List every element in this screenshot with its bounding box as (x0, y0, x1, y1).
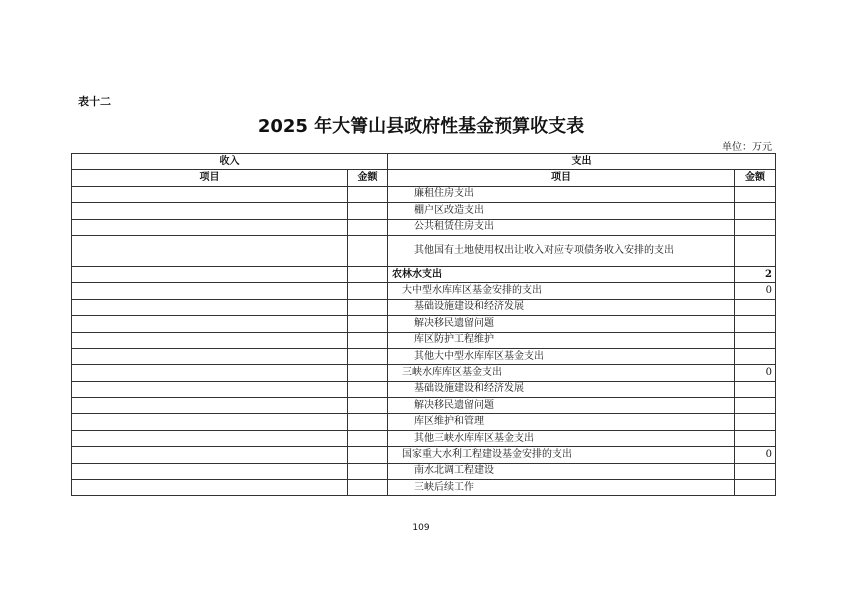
expense-amount-cell (735, 299, 776, 315)
expense-group-header: 支出 (388, 154, 776, 170)
expense-item-cell: 棚户区改造支出 (388, 203, 735, 219)
expense-item-cell: 三峡水库库区基金支出 (388, 365, 735, 381)
expense-amount-cell (735, 348, 776, 364)
expense-amount-cell: 2 (735, 266, 776, 282)
income-item-cell (72, 235, 348, 266)
income-item-cell (72, 316, 348, 332)
expense-item-cell: 三峡后续工作 (388, 480, 735, 496)
expense-amount-cell: 0 (735, 365, 776, 381)
expense-item-cell: 基础设施建设和经济发展 (388, 299, 735, 315)
expense-amount-cell (735, 430, 776, 446)
expense-item-cell: 国家重大水利工程建设基金安排的支出 (388, 447, 735, 463)
table-row (72, 332, 776, 348)
income-item-cell (72, 430, 348, 446)
expense-item-cell: 库区维护和管理 (388, 414, 735, 430)
budget-table (71, 153, 776, 496)
page-title: 2025 年大箐山县政府性基金预算收支表 (257, 116, 585, 137)
table-row (72, 447, 776, 463)
income-item-cell (72, 480, 348, 496)
table-row (72, 480, 776, 496)
table-row (72, 219, 776, 235)
expense-amount-cell (735, 235, 776, 266)
income-item-cell (72, 219, 348, 235)
income-item-header: 项目 (72, 170, 348, 186)
expense-item-cell: 解决移民遗留问题 (388, 398, 735, 414)
expense-item-cell: 库区防护工程维护 (388, 332, 735, 348)
unit-label: 单位：万元 (722, 142, 772, 153)
income-group-header: 收入 (72, 154, 388, 170)
income-amount-cell (348, 203, 388, 219)
expense-item-cell: 大中型水库库区基金安排的支出 (388, 283, 735, 299)
income-item-cell (72, 348, 348, 364)
expense-amount-cell (735, 463, 776, 479)
income-amount-header: 金额 (348, 170, 388, 186)
expense-amount-cell: 0 (735, 447, 776, 463)
income-item-cell (72, 283, 348, 299)
income-amount-cell (348, 283, 388, 299)
income-item-cell (72, 447, 348, 463)
table-row (72, 365, 776, 381)
expense-amount-cell (735, 332, 776, 348)
table-row (72, 381, 776, 397)
income-amount-cell (348, 430, 388, 446)
table-row (72, 266, 776, 282)
table-row (72, 463, 776, 479)
income-amount-cell (348, 235, 388, 266)
table-row (72, 398, 776, 414)
expense-item-cell: 基础设施建设和经济发展 (388, 381, 735, 397)
income-item-cell (72, 398, 348, 414)
expense-item-cell: 南水北调工程建设 (388, 463, 735, 479)
expense-item-cell: 其他大中型水库库区基金支出 (388, 348, 735, 364)
income-amount-cell (348, 266, 388, 282)
income-amount-cell (348, 365, 388, 381)
expense-amount-cell (735, 203, 776, 219)
income-amount-cell (348, 299, 388, 315)
table-row (72, 235, 776, 266)
expense-amount-header: 金额 (735, 170, 776, 186)
expense-amount-cell (735, 316, 776, 332)
income-amount-cell (348, 316, 388, 332)
income-item-cell (72, 186, 348, 202)
income-item-cell (72, 463, 348, 479)
table-row (72, 430, 776, 446)
expense-item-cell: 其他三峡水库库区基金支出 (388, 430, 735, 446)
expense-amount-cell (735, 186, 776, 202)
table-row (72, 283, 776, 299)
table-row (72, 299, 776, 315)
income-amount-cell (348, 447, 388, 463)
income-item-cell (72, 414, 348, 430)
expense-amount-cell (735, 219, 776, 235)
page-number: 109 (412, 523, 430, 533)
income-item-cell (72, 381, 348, 397)
income-amount-cell (348, 219, 388, 235)
expense-item-cell: 公共租赁住房支出 (388, 219, 735, 235)
table-row (72, 414, 776, 430)
income-amount-cell (348, 414, 388, 430)
expense-item-cell: 解决移民遗留问题 (388, 316, 735, 332)
expense-item-cell: 农林水支出 (388, 266, 735, 282)
table-label: 表十二 (78, 95, 111, 108)
budget-table-body (72, 186, 776, 496)
expense-amount-cell (735, 381, 776, 397)
income-amount-cell (348, 398, 388, 414)
table-row (72, 203, 776, 219)
income-item-cell (72, 266, 348, 282)
column-header-row (72, 170, 776, 186)
expense-amount-cell (735, 398, 776, 414)
income-amount-cell (348, 186, 388, 202)
income-item-cell (72, 332, 348, 348)
expense-item-cell: 其他国有土地使用权出让收入对应专项债务收入安排的支出 (388, 235, 735, 266)
expense-item-header: 项目 (388, 170, 735, 186)
expense-amount-cell: 0 (735, 283, 776, 299)
income-amount-cell (348, 348, 388, 364)
table-row (72, 348, 776, 364)
group-header-row (72, 154, 776, 170)
expense-amount-cell (735, 414, 776, 430)
expense-amount-cell (735, 480, 776, 496)
income-amount-cell (348, 381, 388, 397)
expense-item-cell: 廉租住房支出 (388, 186, 735, 202)
income-item-cell (72, 365, 348, 381)
income-item-cell (72, 299, 348, 315)
income-amount-cell (348, 332, 388, 348)
table-row (72, 186, 776, 202)
income-item-cell (72, 203, 348, 219)
income-amount-cell (348, 463, 388, 479)
income-amount-cell (348, 480, 388, 496)
table-row (72, 316, 776, 332)
